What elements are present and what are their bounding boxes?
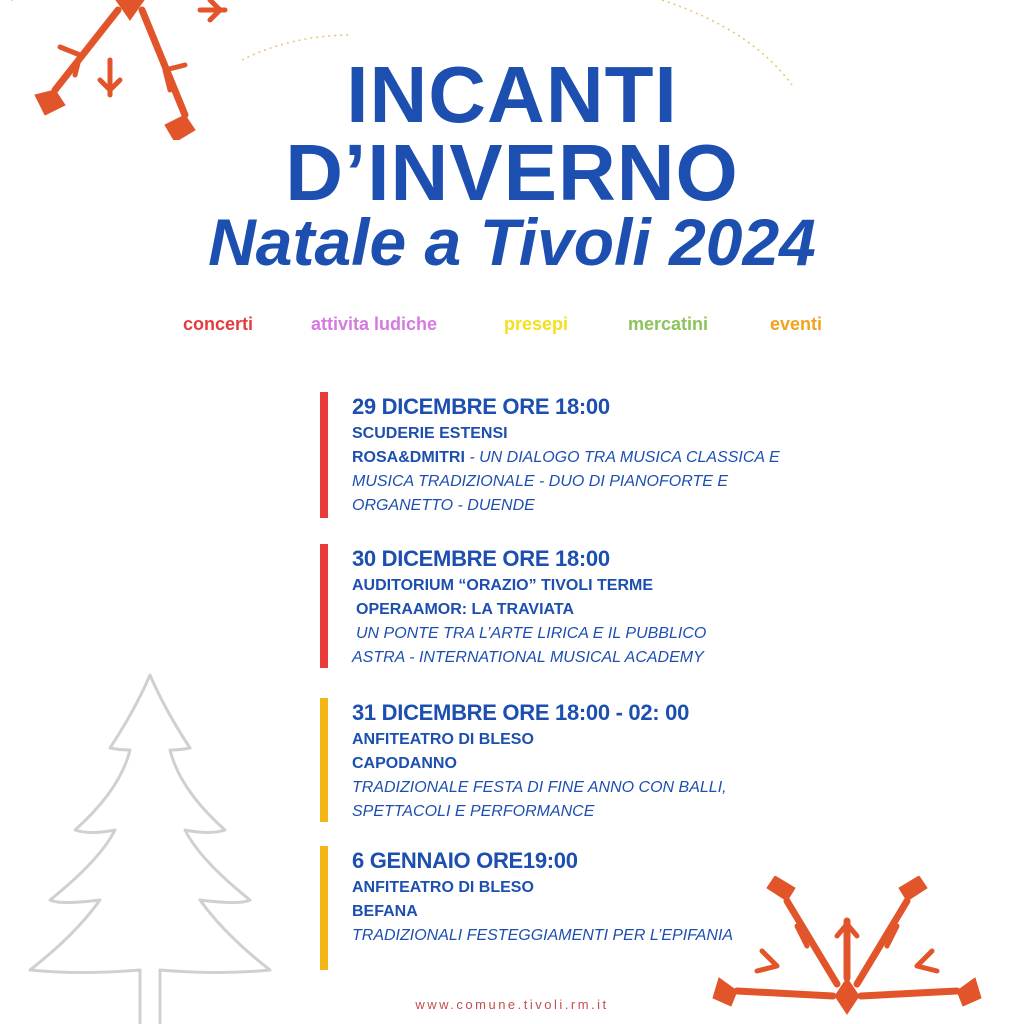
category-concerti: concerti — [183, 314, 254, 334]
event-description: ASTRA - INTERNATIONAL MUSICAL ACADEMY — [352, 649, 704, 666]
event-29-dicembre — [320, 392, 860, 518]
category-attivita-ludiche: attivita ludiche — [311, 314, 438, 334]
category-eventi: eventi — [770, 314, 823, 334]
category-mercatini: mercatini — [628, 314, 709, 334]
event-date: 6 GENNAIO ORE19:00 — [352, 848, 578, 873]
category-presepi: presepi — [504, 314, 569, 334]
event-30-dicembre — [320, 544, 860, 668]
title-line-2: D’INVERNO — [285, 128, 739, 217]
event-name: OPERAAMOR: LA TRAVIATA — [356, 601, 575, 618]
event-description: SPETTACOLI E PERFORMANCE — [352, 803, 595, 820]
event-6-gennaio — [320, 846, 860, 970]
christmas-tree-outline-icon — [20, 670, 300, 1024]
event-name: BEFANA — [352, 903, 418, 920]
title-line-1: INCANTI — [346, 50, 678, 139]
footer-website-link[interactable]: www.comune.tivoli.rm.it — [415, 997, 609, 1012]
event-name: ROSA&DMITRI — [352, 449, 465, 466]
event-color-bar — [320, 392, 328, 518]
event-description: TRADIZIONALE FESTA DI FINE ANNO CON BALLI, — [352, 779, 727, 796]
event-venue: ANFITEATRO DI BLESO — [352, 879, 534, 896]
event-description: TRADIZIONALI FESTEGGIAMENTI PER L’EPIFANIA — [352, 927, 734, 944]
event-date: 30 DICEMBRE ORE 18:00 — [352, 546, 610, 571]
event-name: CAPODANNO — [352, 755, 457, 772]
event-description: UN PONTE TRA L’ARTE LIRICA E IL PUBBLICO — [356, 625, 707, 642]
event-color-bar — [320, 544, 328, 668]
event-date: 31 DICEMBRE ORE 18:00 - 02: 00 — [352, 700, 690, 725]
event-color-bar — [320, 846, 328, 970]
event-description: ORGANETTO - DUENDE — [352, 497, 535, 514]
event-venue: SCUDERIE ESTENSI — [352, 425, 508, 442]
event-date: 29 DICEMBRE ORE 18:00 — [352, 394, 610, 419]
subtitle: Natale a Tivoli 2024 — [208, 205, 816, 279]
event-venue: ANFITEATRO DI BLESO — [352, 731, 534, 748]
event-31-dicembre — [320, 698, 860, 822]
event-description: MUSICA TRADIZIONALE - DUO DI PIANOFORTE E — [352, 473, 729, 490]
event-color-bar — [320, 698, 328, 822]
event-description-inline: - UN DIALOGO TRA MUSICA CLASSICA E — [464, 449, 780, 466]
event-venue: AUDITORIUM “ORAZIO” TIVOLI TERME — [352, 577, 654, 594]
category-list — [0, 314, 1024, 344]
